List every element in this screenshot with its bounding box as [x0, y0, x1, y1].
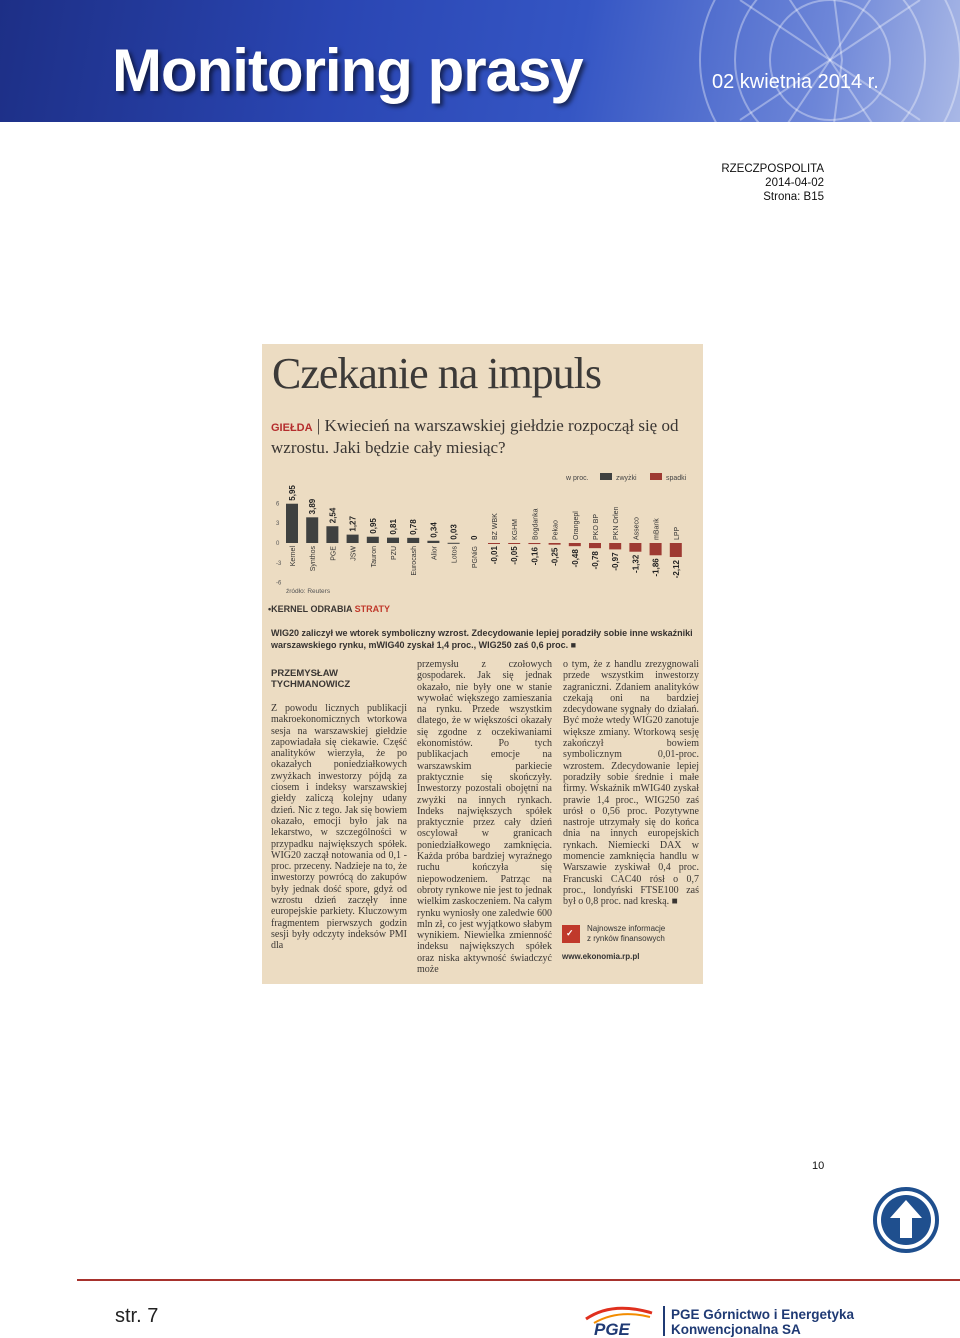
- company-line-2: Konwencjonalna SA: [671, 1322, 801, 1337]
- header-banner: [0, 0, 960, 122]
- article-title: Czekanie na impuls: [272, 349, 602, 398]
- article-lead-text: Kwiecień na warszawskiej giełdzie rozpoczął się od wzrostu. Jaki będzie cały miesiąc?: [271, 416, 679, 457]
- page-title: Monitoring prasy: [112, 37, 583, 104]
- article-subheading: [268, 604, 390, 614]
- category-label: Kernel: [290, 546, 297, 567]
- category-label: Lotos: [451, 546, 459, 564]
- logo-divider: [663, 1306, 665, 1336]
- bar-jsw: [347, 535, 359, 543]
- bar-chart-svg: [262, 470, 703, 590]
- promo-url: www.ekonomia.rp.pl: [562, 952, 640, 961]
- value-label: -0,05: [510, 546, 520, 565]
- legend-swatch-1: [650, 473, 662, 480]
- category-label: PKN Orlen: [613, 506, 621, 540]
- y-tick-2: 0: [276, 541, 280, 547]
- subheading-bullet: •: [268, 604, 272, 614]
- scan-page-number: 10: [812, 1160, 825, 1172]
- value-label: -0,01: [490, 546, 499, 565]
- category-label: Alior: [431, 546, 439, 561]
- y-tick-0: 6: [276, 501, 280, 508]
- y-tick-1: 3: [276, 521, 280, 528]
- category-label: PGE: [330, 546, 338, 561]
- legend-swatch-0: [600, 473, 612, 480]
- chart-source: źródło: Reuters: [286, 588, 331, 595]
- bar-alior: [427, 541, 439, 543]
- source-date: 2014-04-02: [765, 177, 824, 189]
- category-label: PZU: [391, 546, 398, 560]
- promo-line-2: z rynków finansowych: [587, 934, 665, 943]
- value-label: 0,03: [449, 524, 459, 540]
- value-label: -2,12: [671, 559, 681, 579]
- value-label: -1,86: [651, 558, 661, 577]
- category-label: LPP: [673, 526, 681, 540]
- value-label: -0,25: [550, 547, 560, 566]
- back-to-top-icon[interactable]: [872, 1186, 940, 1254]
- author-last-name: TYCHMANOWICZ: [271, 679, 351, 690]
- category-label: JSW: [350, 546, 358, 561]
- article-column-2: przemysłu z czołowych gospodarek. Jak się jednak okazało, nie były one w stanie wywołać większego zamieszania na rynku. Przede wszystkim dlatego, że w większości okazały się zgodne z oczekiwaniami ekonomistów. Po tych publikacjach emocje na warszawskim parkiecie praktycznie się skończyły. Inwestorzy pozostali obojętni na zwyżki na innych rynkach. Indeks największych spółek praktycznie przez cały dzień oscylował w granicach poniedziałkowego zamknięcia. Każda próba bardziej wyraźnego ruchu kończyła się niepowodzeniem. Patrząc na obroty rynkowe nie jest to jednak wielkim zaskoczeniem. Na całym rynku wyniosły one zaledwie 600 mln zł, co jest wyjątkowo słabym wynikiem. Niewielka zmienność indeksu największych spółek oraz niska aktywność świadczyć może: [417, 659, 552, 976]
- promo-text: [587, 924, 665, 944]
- category-label: Orangepl: [572, 511, 580, 540]
- category-label: Asseco: [633, 517, 641, 540]
- y-tick-3: -3: [276, 560, 282, 567]
- bar-tauron: [367, 537, 379, 543]
- value-label: 0,34: [429, 522, 439, 538]
- y-tick-4: -6: [276, 580, 282, 587]
- category-label: PGNiG: [471, 546, 479, 569]
- category-label: Tauron: [370, 546, 378, 568]
- bar-bogdanka: [528, 543, 540, 544]
- source-info: [721, 162, 824, 204]
- article-scan: [262, 344, 703, 984]
- page-label: str. 7: [115, 1305, 159, 1327]
- footer-divider: [77, 1279, 960, 1281]
- category-label: BZ WBK: [492, 513, 499, 540]
- article-column-3: o tym, że z handlu zrezygnowali przede wszystkim inwestorzy zagraniczni. Zdaniem analityków czekają oni na bardziej zdecydowane sygnały do działań. Być może wtedy WIG20 zanotuje większe zmiany. Wtorkową sesję zakończył bowiem symbolicznym 0,01-proc. wzrostem. Zdecydowanie lepiej poradziły sobie średnie i małe firmy. Wskaźnik mWIG40 zyskał prawie 1,4 proc., WIG250 zaś urósł o 0,56 proc. Pozytywne nastroje utrzymały się do końca dnia na innych europejskich rynkach. Niemiecki DAX w momencie zamknięcia handlu w Warszawie zyskiwał 0,4 proc. Francuski CAC40 rósł o 0,7 proc., londyński FTSE100 zaś był o 0,8 proc. nad kreską. ■: [563, 659, 699, 908]
- source-publication: RZECZPOSPOLITA: [721, 163, 824, 175]
- promo-box: [562, 922, 702, 952]
- category-label: Synthos: [310, 546, 318, 572]
- company-name: [671, 1307, 854, 1337]
- value-label: 0,78: [409, 519, 419, 535]
- bar-kghm: [508, 543, 520, 544]
- bar-lotos: [448, 543, 460, 544]
- bar-pge: [326, 526, 338, 543]
- promo-line-1: Najnowsze informacje: [587, 924, 666, 933]
- value-label: -0,78: [591, 551, 600, 570]
- subheading-prefix: KERNEL ODRABIA: [271, 604, 355, 614]
- bar-pkn-orlen: [609, 543, 621, 549]
- turbine-decoration: [570, 0, 960, 122]
- article-lead: [271, 416, 696, 458]
- bar-asseco: [629, 543, 641, 552]
- bar-mbank: [650, 543, 662, 555]
- source-page: Strona: B15: [763, 191, 824, 203]
- bar-pekao: [549, 543, 561, 545]
- value-label: 1,27: [348, 516, 358, 532]
- value-label: 3,89: [308, 498, 318, 515]
- legend-label-0: zwyżki: [616, 475, 637, 482]
- value-label: 0: [469, 535, 479, 540]
- bar-bz-wbk: [488, 543, 500, 544]
- value-label: 2,54: [328, 507, 338, 524]
- article-author: [271, 668, 350, 690]
- category-label: KGHM: [512, 519, 520, 540]
- kicker-separator: |: [316, 416, 325, 435]
- category-label: Bogdanka: [532, 508, 540, 540]
- value-label: 0,81: [389, 519, 398, 535]
- bar-lpp: [670, 543, 682, 557]
- header-date: 02 kwietnia 2014 r.: [712, 71, 879, 93]
- value-label: -0,97: [611, 552, 621, 571]
- category-label: Pekao: [552, 520, 560, 540]
- pge-logo-text: PGE: [594, 1320, 630, 1337]
- category-label: Eurocash: [411, 546, 419, 576]
- chart-unit-label: w proc.: [566, 475, 589, 482]
- article-kicker: GIEŁDA: [271, 422, 313, 434]
- bar-pzu: [387, 538, 399, 543]
- subheading-red: STRATY: [354, 604, 391, 614]
- value-label: 0,95: [368, 518, 378, 534]
- bar-pko-bp: [589, 543, 601, 548]
- value-label: 5,95: [288, 485, 297, 501]
- bar-eurocash: [407, 538, 419, 543]
- bar-chart: [262, 470, 703, 600]
- article-summary: WIG20 zaliczył we wtorek symboliczny wzrost. Zdecydowanie lepiej poradziły sobie inne wskaźniki warszawskiego rynku, mWIG40 zyskał 1,4 proc., WIG250 zaś 0,6 proc. ■: [271, 628, 693, 650]
- legend-label-1: spadki: [666, 475, 687, 482]
- value-label: -1,32: [631, 554, 641, 573]
- bar-kernel: [286, 504, 298, 543]
- bar-synthos: [306, 517, 318, 543]
- value-label: -0,48: [570, 549, 580, 568]
- bar-orangepl: [569, 543, 581, 546]
- value-label: -0,16: [530, 547, 540, 566]
- promo-check-icon: ✓: [566, 928, 574, 938]
- pge-logo-icon: [582, 1303, 658, 1337]
- company-line-1: PGE Górnictwo i Energetyka: [671, 1307, 855, 1322]
- category-label: mBank: [653, 518, 661, 540]
- category-label: PKO BP: [593, 513, 600, 540]
- author-first-name: PRZEMYSŁAW: [271, 668, 339, 679]
- article-column-1: Z powodu licznych publikacji makroekonomicznych wtorkowa sesja na warszawskiej giełdzie zapowiadała się ciekawie. Część analityków wierzyła, że po okazałych poniedziałkowych zwyżkach inwestorzy pójdą za ciosem i indeksy warszawskiej giełdy zaliczą kolejny udany dzień. Nic z tego. Jak się bowiem okazało, emocji było jak na lekarstwo, w szczególności w przypadku największych spółek. WIG20 zaczął notowania od 0,1 - proc. przeceny. Nadzieje na to, że inwestorzy powrócą do zakupów były jednak dość spore, gdyż od wzrostu dzień zaczęły inne europejskie parkiety. Kluczowym fragmentem pierwszych godzin sesji były odczyty indeksów PMI dla: [271, 703, 407, 952]
